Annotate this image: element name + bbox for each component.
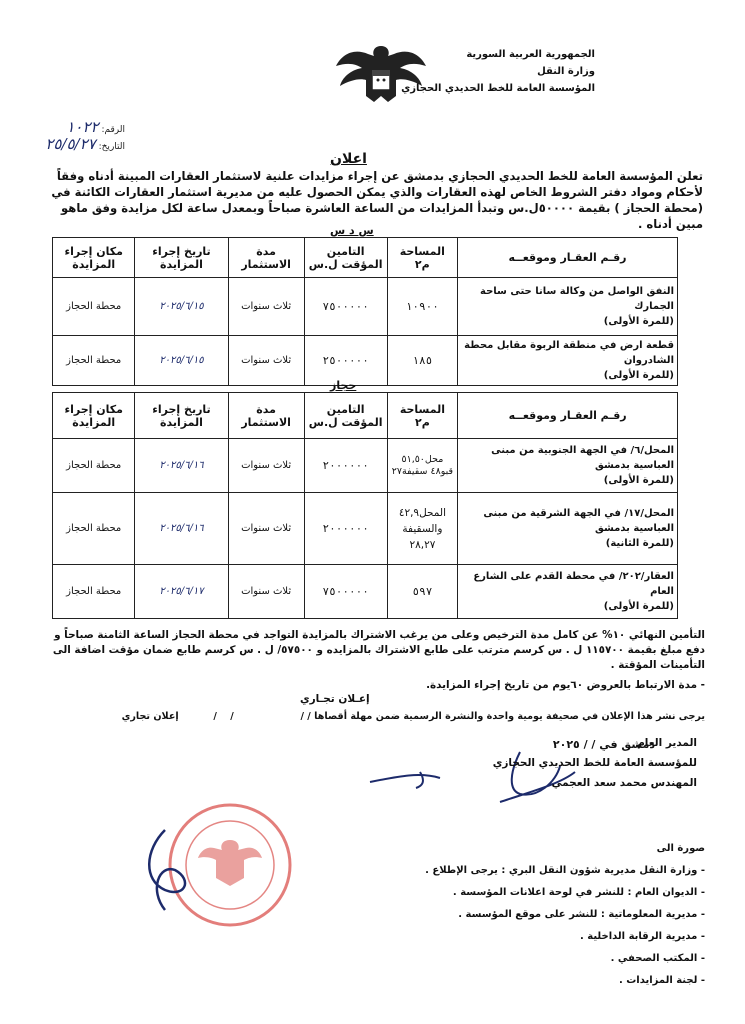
- row-deposit: ٢٠٠٠٠٠٠: [304, 439, 387, 493]
- row-location: المحل/٦/ في الجهة الجنوبية من مبنى العباسية بدمشق (للمرة الأولى): [458, 439, 678, 493]
- row-place: محطة الحجاز: [53, 439, 135, 493]
- signature-name: المهندس محمد سعد العجمي: [551, 777, 697, 789]
- list-item: - مديرية المعلوماتية : للنشر على موقع المؤسسة .: [285, 904, 705, 926]
- col-duration: مدة الاستثمار: [228, 238, 304, 278]
- row-location: العقار/٢٠٢/ في محطة القدم على الشارع العام (للمرة الأولى): [458, 565, 678, 619]
- row-duration: ثلاث سنوات: [228, 565, 304, 619]
- signature-org: للمؤسسة العامة للخط الحديدي الحجازي: [492, 757, 697, 769]
- row-location: قطعة ارض في منطقة الربوة مقابل محطة الشادروان (للمرة الأولى): [458, 336, 678, 386]
- row-duration: ثلاث سنوات: [228, 439, 304, 493]
- cc-block: [285, 838, 705, 992]
- col-location: رقـم العقـار وموقعــه: [458, 238, 678, 278]
- row-deposit: ٧٥٠٠٠٠٠: [304, 565, 387, 619]
- row-location: المحل/١٧/ في الجهة الشرقية من مبنى العباسية بدمشق (للمرة الثانية): [458, 493, 678, 565]
- eagle-emblem-icon: [334, 40, 428, 106]
- row-deposit: ٢٥٠٠٠٠٠: [304, 336, 387, 386]
- row-date: ٢٠٢٥/٦/١٧: [135, 565, 228, 619]
- reference-block: [45, 120, 125, 154]
- commitment-note: - مدة الارتباط بالعروض ٦٠يوم من تاريخ إجراء المزايدة.: [426, 679, 705, 691]
- cc-title: صورة الى: [656, 843, 705, 854]
- commercial-slot: إعلان تجاري: [121, 711, 179, 722]
- table-row: [53, 336, 678, 386]
- publish-note: يرجى نشر هذا الإعلان في صحيفة يومية واحدة والنشرة الرسمية ضمن مهلة أقصاها / / / / إعلان تجاري: [121, 711, 705, 722]
- col-duration: مدة الاستثمار: [228, 393, 304, 439]
- row-area: ٥٩٧: [387, 565, 458, 619]
- col-area: المساحة م٢: [387, 393, 458, 439]
- row-date: ٢٠٢٥/٦/١٦: [135, 439, 228, 493]
- section1-table: [52, 237, 678, 386]
- col-place: مكان إجراء المزايدة: [53, 393, 135, 439]
- col-area: المساحة م٢: [387, 238, 457, 278]
- announcement-title: اعلان: [330, 151, 367, 167]
- list-item: - المكتب الصحفي .: [285, 948, 705, 970]
- section1-name: س د س: [330, 224, 374, 237]
- cc-list: [285, 860, 705, 992]
- row-place: محطة الحجاز: [53, 278, 135, 336]
- row-place: محطة الحجاز: [53, 565, 135, 619]
- row-deposit: ٧٥٠٠٠٠٠: [304, 278, 387, 336]
- ministry-line: وزارة النقل: [537, 66, 595, 77]
- table-row: [53, 565, 678, 619]
- insurance-note: التأمين النهائي ١٠% عن كامل مدة الترخيص وعلى من يرغب الاشتراك بالمزايدة التواجد في محطة الحجاز الساعة الثامنة صباحاً و دفع مبلغ بقيمة ١١٥٧٠٠ ل . س كرسم مترتب على طابع الاشتراك بالمزايده و ٥٧٥٠٠/ ل . س كرسم طابع ضمان مؤقت اضافة الى التأمينات المؤقتة .: [52, 629, 705, 671]
- col-deposit: التامين المؤقت ل.س: [304, 393, 387, 439]
- row-place: محطة الحجاز: [53, 336, 135, 386]
- table-row: [53, 278, 678, 336]
- table-header-row: [53, 393, 678, 439]
- damascus-date: دمشق في / / ٢٠٢٥: [552, 738, 655, 751]
- letterhead: [401, 46, 595, 97]
- row-duration: ثلاث سنوات: [228, 336, 304, 386]
- signature-role: المدير العام: [637, 737, 697, 749]
- row-area: ١٠٩٠٠: [387, 278, 457, 336]
- list-item: - لجنة المزايدات .: [285, 970, 705, 992]
- row-place: محطة الحجاز: [53, 493, 135, 565]
- row-area: ١٨٥: [387, 336, 457, 386]
- row-location: النفق الواصل من وكالة سانا حتى ساحة الجمارك (للمرة الأولى): [458, 278, 678, 336]
- row-area: المحل٤٢,٩ والسقيفة ٢٨,٢٧: [387, 493, 458, 565]
- col-date: تاريخ إجراء المزايدة: [135, 238, 228, 278]
- table-row: [53, 439, 678, 493]
- signature-block: [447, 733, 697, 793]
- row-date: ٢٠٢٥/٦/١٥: [135, 278, 228, 336]
- section2-name: حجاز: [330, 379, 357, 392]
- ref-number: ١٠٢٢: [66, 118, 99, 136]
- stamp-signature-icon: [135, 820, 205, 920]
- table-header-row: [53, 238, 678, 278]
- intro-paragraph: تعلن المؤسسة العامة للخط الحديدي الحجازي بدمشق عن إجراء مزايدات علنية لاستثمار العقارات المبينة أدناه وفقاً لأحكام ومواد دفتر الشروط الخاص لهذه العقارات والذي يمكن الحصول عليه من مديرية استثمار العقارات الكائنة في (محطة الحجاز ) بقيمة ٥٠٠٠٠ل.س وتبدأ المزايدات من الساعة العاشرة صباحاً وبمعدل ساعة لكل مزايدة وفق ماهو مبين أدناه .: [51, 169, 703, 231]
- row-deposit: ٢٠٠٠٠٠٠: [304, 493, 387, 565]
- row-date: ٢٠٢٥/٦/١٥: [135, 336, 228, 386]
- col-place: مكان إجراء المزايدة: [53, 238, 135, 278]
- col-location: رقـم العقـار وموقعــه: [458, 393, 678, 439]
- col-date: تاريخ إجراء المزايدة: [135, 393, 228, 439]
- list-item: - مديرية الرقابة الداخلية .: [285, 926, 705, 948]
- ref-date: ٢٥/٥/٢٧: [45, 135, 96, 153]
- col-deposit: التامين المؤقت ل.س: [304, 238, 387, 278]
- row-date: ٢٠٢٥/٦/١٦: [135, 493, 228, 565]
- list-item: - وزارة النقل مديرية شؤون النقل البري : يرجى الإطلاع .: [285, 860, 705, 882]
- ref-label: الرقم:: [101, 125, 125, 135]
- section2-table: [52, 392, 678, 619]
- list-item: - الديوان العام : للنشر في لوحة اعلانات المؤسسة .: [285, 882, 705, 904]
- table-row: [53, 493, 678, 565]
- org-line: المؤسسة العامة للخط الحديدي الحجازي: [401, 83, 595, 94]
- commercial-title: إعـلان تجـاري: [300, 693, 370, 705]
- row-duration: ثلاث سنوات: [228, 278, 304, 336]
- date-label: التاريخ:: [98, 142, 125, 152]
- republic-line: الجمهورية العربية السورية: [466, 49, 595, 60]
- row-area: محل٥١,٥٠ قبو٤٨ سقيفة٢٧: [387, 439, 458, 493]
- row-duration: ثلاث سنوات: [228, 493, 304, 565]
